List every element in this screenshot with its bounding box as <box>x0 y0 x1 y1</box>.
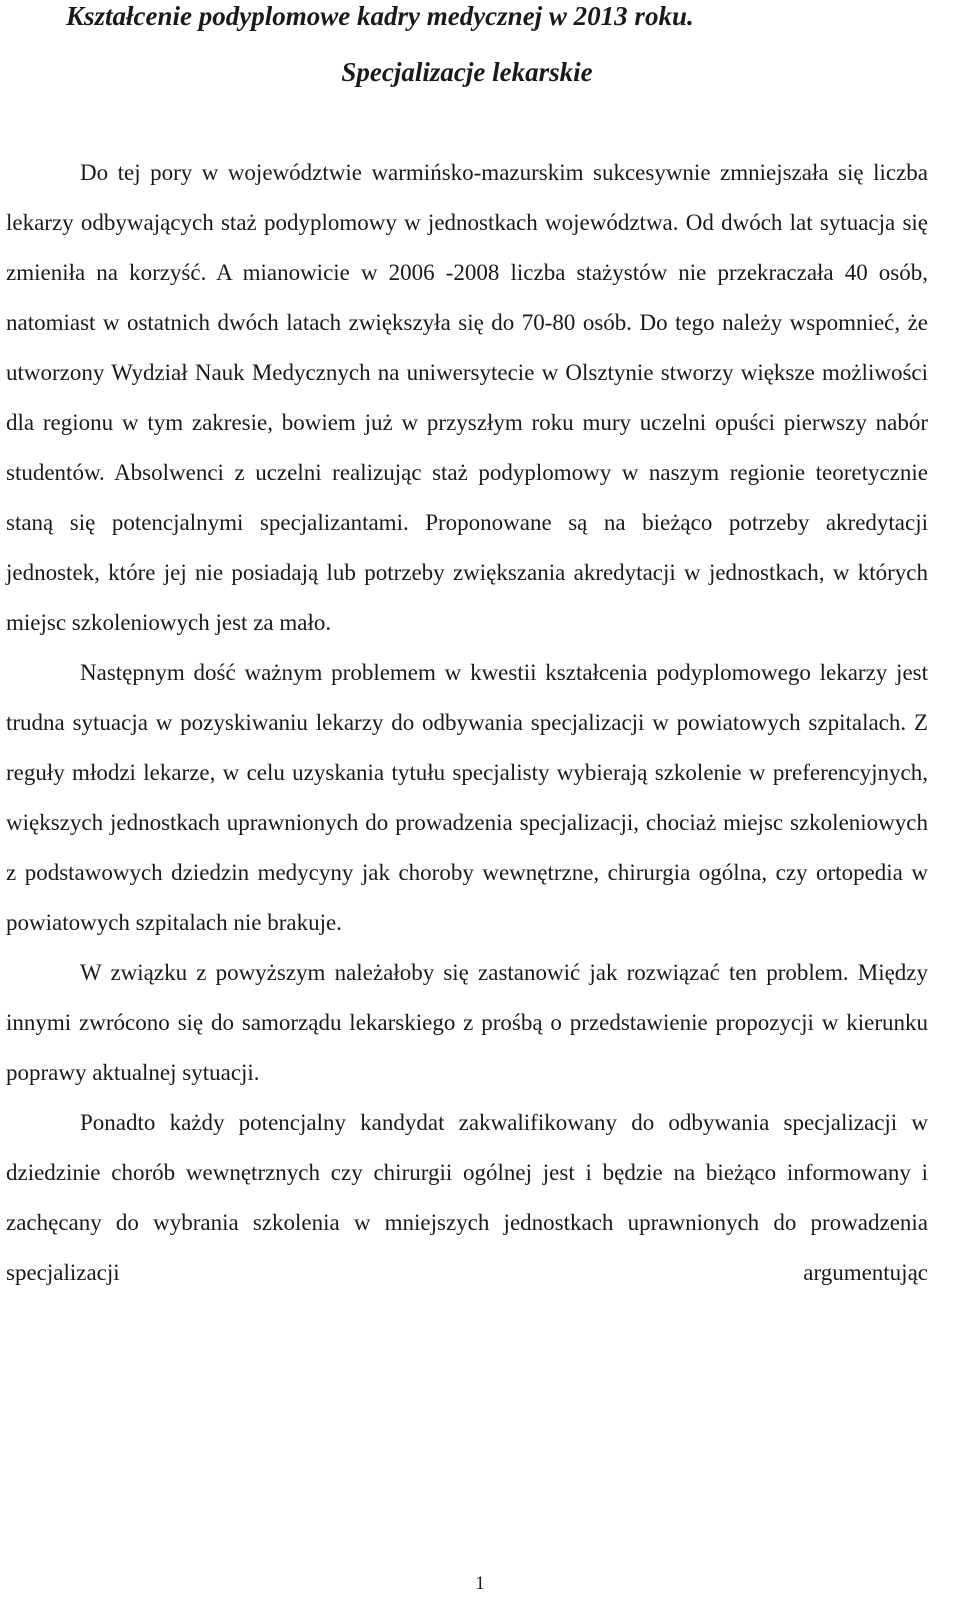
paragraph-2 <box>6 648 928 948</box>
document-title: Kształcenie podyplomowe kadry medycznej w 2013 roku. <box>66 1 694 31</box>
document-page <box>6 0 928 1298</box>
paragraph-4 <box>6 1098 928 1298</box>
page-number: 1 <box>475 1573 485 1594</box>
paragraph-1 <box>6 148 928 648</box>
paragraph-3-text: W związku z powyższym należałoby się zastanowić jak rozwiązać ten problem. Między innymi zwrócono się do samorządu lekarskiego z prośbą o przedstawienie propozycji w kierunku poprawy aktualnej sytuacji. <box>6 960 928 1085</box>
document-subtitle: Specjalizacje lekarskie <box>341 57 593 87</box>
paragraph-4-text: Ponadto każdy potencjalny kandydat zakwalifikowany do odbywania specjalizacji w dziedzinie chorób wewnętrznych czy chirurgii ogólnej jest i będzie na bieżąco informowany i zachęcany do wybrania szkolenia w mniejszych jednostkach uprawnionych do prowadzenia specjalizacji argumentując <box>6 1110 928 1285</box>
paragraph-2-text: Następnym dość ważnym problemem w kwestii kształcenia podyplomowego lekarzy jest trudna sytuacja w pozyskiwaniu lekarzy do odbywania specjalizacji w powiatowych szpitalach. Z reguły młodzi lekarze, w celu uzyskania tytułu specjalisty wybierają szkolenie w preferencyjnych, większych jednostkach uprawnionych do prowadzenia specjalizacji, chociaż miejsc szkoleniowych z podstawowych dziedzin medycyny jak choroby wewnętrzne, chirurgia ogólna, czy ortopedia w powiatowych szpitalach nie brakuje. <box>6 660 928 935</box>
paragraph-1-text: Do tej pory w województwie warmińsko-mazurskim sukcesywnie zmniejszała się liczba lekarzy odbywających staż podyplomowy w jednostkach województwa. Od dwóch lat sytuacja się zmieniła na korzyść. A mianowicie w 2006 -2008 liczba stażystów nie przekraczała 40 osób, natomiast w ostatnich dwóch latach zwiększyła się do 70-80 osób. Do tego należy wspomnieć, że utworzony Wydział Nauk Medycznych na uniwersytecie w Olsztynie stworzy większe możliwości dla regionu w tym zakresie, bowiem już w przyszłym roku mury uczelni opuści pierwszy nabór studentów. Absolwenci z uczelni realizując staż podyplomowy w naszym regionie teoretycznie staną się potencjalnymi specjalizantami. Proponowane są na bieżąco potrzeby akredytacji jednostek, które jej nie posiadają lub potrzeby zwiększania akredytacji w jednostkach, w których miejsc szkoleniowych jest za mało. <box>6 160 928 635</box>
paragraph-3 <box>6 948 928 1098</box>
